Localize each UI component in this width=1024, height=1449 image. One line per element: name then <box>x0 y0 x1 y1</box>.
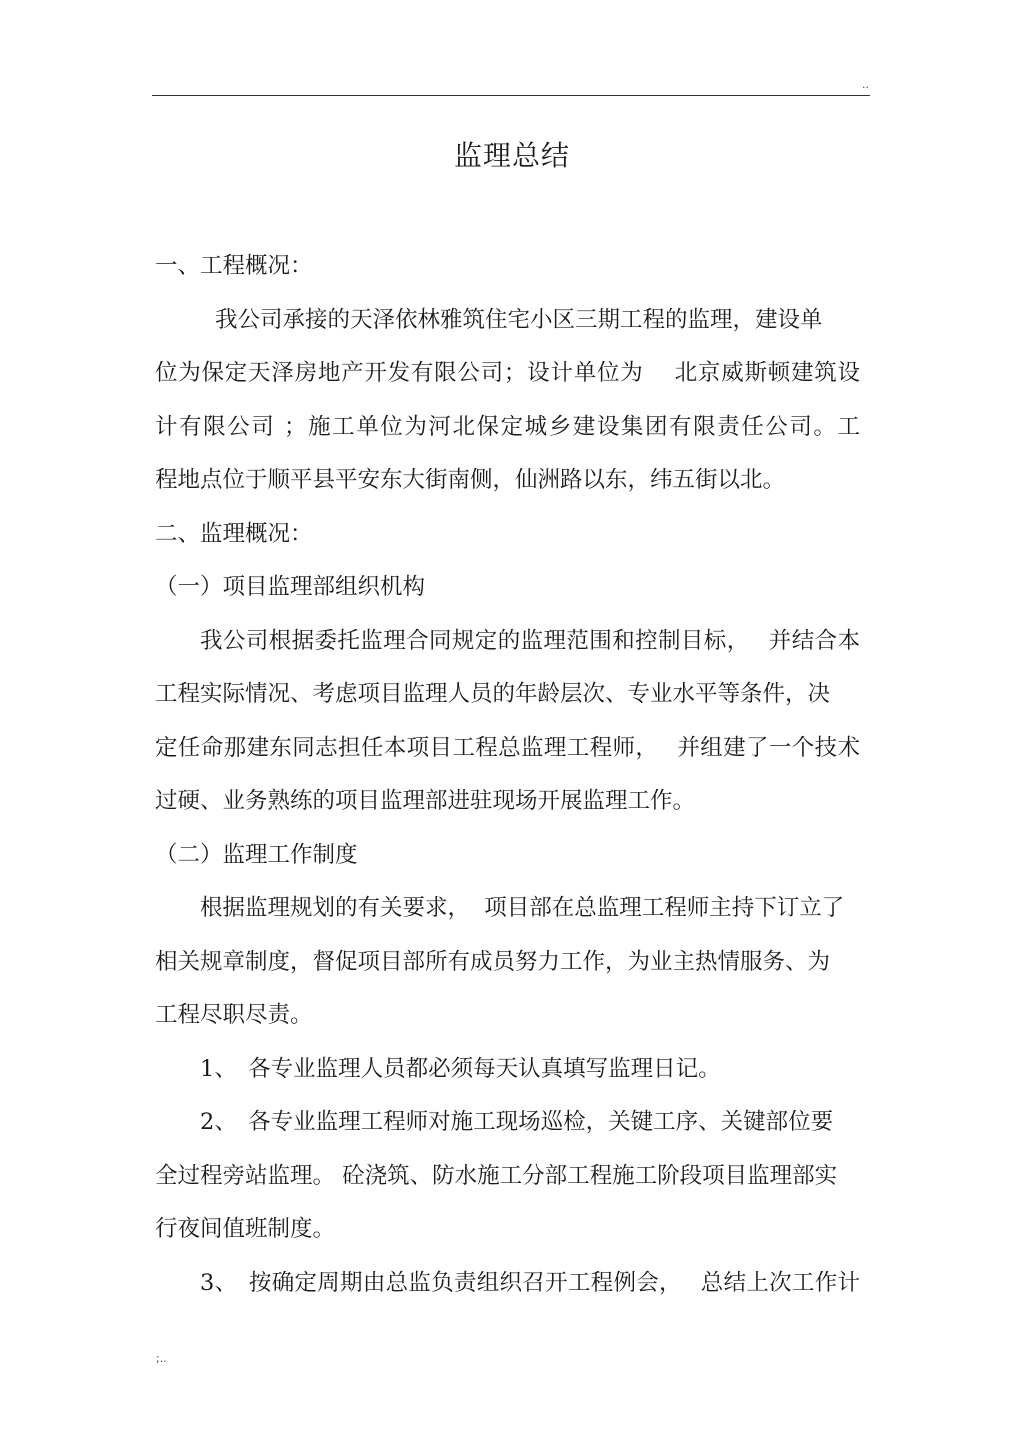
list-item: 1、 各专业监理人员都必须每天认真填写监理日记。 <box>200 1056 721 1082</box>
paragraph-line: 我公司承接的天泽依林雅筑住宅小区三期工程的监理，建设单 <box>215 307 823 333</box>
paragraph-line: 位为保定天泽房地产开发有限公司；设计单位为 北京威斯顿建筑设 <box>155 360 860 386</box>
paragraph-line: 程地点位于顺平县平安东大街南侧，仙洲路以东，纬五街以北。 <box>155 467 786 493</box>
paragraph-line: 工程实际情况、考虑项目监理人员的年龄层次、专业水平等条件，决 <box>155 681 831 707</box>
paragraph-line: 行夜间值班制度。 <box>155 1216 336 1242</box>
subsection-heading-2: （二）监理工作制度 <box>155 842 358 868</box>
subsection-heading-1: （一）项目监理部组织机构 <box>155 574 426 600</box>
list-item: 3、 按确定周期由总监负责组织召开工程例会， 总结上次工作计 <box>200 1270 860 1296</box>
paragraph-line: 计有限公司 ；施工单位为河北保定城乡建设集团有限责任公司。工 <box>155 414 860 440</box>
paragraph-line: 过硬、业务熟练的项目监理部进驻现场开展监理工作。 <box>155 788 696 814</box>
header-mark: .. <box>862 78 869 91</box>
section-heading-2: 二、监理概况： <box>155 521 313 547</box>
paragraph-line: 定任命那建东同志担任本项目工程总监理工程师， 并组建了一个技术 <box>155 735 860 761</box>
section-heading-1: 一、工程概况： <box>155 253 313 279</box>
page-title: 监理总结 <box>453 139 570 172</box>
paragraph-line: 工程尽职尽责。 <box>155 1002 313 1028</box>
paragraph-line: 我公司根据委托监理合同规定的监理范围和控制目标， 并结合本 <box>200 628 860 654</box>
list-item: 2、 各专业监理工程师对施工现场巡检，关键工序、关键部位要 <box>200 1109 834 1135</box>
paragraph-line: 全过程旁站监理。 砼浇筑、防水施工分部工程施工阶段项目监理部实 <box>155 1163 838 1189</box>
footer-mark: ;.. <box>156 1352 167 1365</box>
paragraph-line: 相关规章制度，督促项目部所有成员努力工作，为业主热情服务、为 <box>155 949 831 975</box>
header-rule <box>152 95 870 96</box>
paragraph-line: 根据监理规划的有关要求， 项目部在总监理工程师主持下订立了 <box>200 895 845 921</box>
